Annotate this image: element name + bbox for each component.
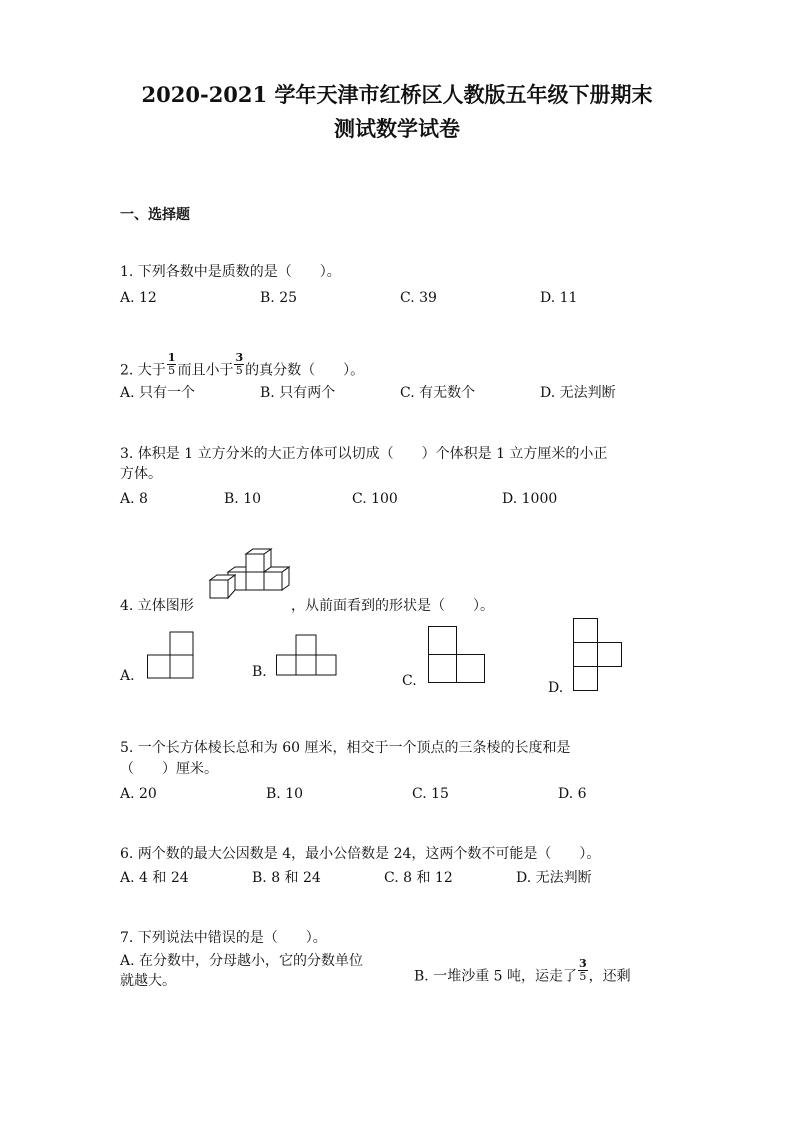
q2-stem-part-c: 的真分数（ ）。 [245, 362, 365, 379]
q6-option-c: C. 8 和 12 [384, 870, 453, 886]
q5-option-b: B. 10 [266, 786, 304, 802]
q4-option-c-label: C. [402, 673, 417, 689]
q3-option-d: D. 1000 [502, 491, 558, 507]
question-7-stem: 7. 下列说法中错误的是（ ）。 [120, 930, 327, 946]
q2-option-b: B. 只有两个 [260, 385, 336, 401]
q2-fraction-2 [234, 352, 244, 377]
q4-option-b-figure [276, 634, 338, 676]
q2-stem-part-a: 2. 大于 [120, 362, 166, 379]
question-4-stem-part-b: ，从前面看到的形状是（ ）。 [291, 598, 494, 614]
q3-option-b: B. 10 [224, 491, 262, 507]
question-3-stem-line-1: 3. 体积是 1 立方分米的大正方体可以切成（ ）个体积是 1 立方厘米的小正 [120, 446, 608, 462]
q5-option-a: A. 20 [120, 786, 157, 802]
question-2-stem [120, 351, 365, 383]
q7-option-b-part-b: ，还剩 [588, 968, 631, 985]
q1-option-c: C. 39 [400, 290, 437, 306]
q7-frac-numerator: 3 [579, 957, 587, 970]
q4-option-c-figure [428, 626, 486, 684]
q3-option-a: A. 8 [120, 491, 148, 507]
q4-solid-figure [208, 546, 292, 602]
question-6-stem: 6. 两个数的最大公因数是 4，最小公倍数是 24，这两个数不可能是（ ）。 [120, 846, 601, 862]
q2-option-a: A. 只有一个 [120, 385, 196, 401]
q2-frac1-numerator: 1 [167, 351, 176, 364]
q5-option-d: D. 6 [558, 786, 587, 802]
section-heading-choice: 一、选择题 [120, 207, 190, 223]
q7-option-b-part-a: B. 一堆沙重 5 吨，运走了 [414, 968, 577, 985]
q3-option-c: C. 100 [352, 491, 398, 507]
q2-frac2-numerator: 3 [235, 351, 244, 364]
page-title-line-1: 2020-2021 学年天津市红桥区人教版五年级下册期末 [141, 82, 653, 107]
q4-option-d-figure [573, 618, 623, 692]
q5-option-c: C. 15 [412, 786, 449, 802]
q2-frac1-denominator: 5 [168, 364, 176, 377]
q7-option-b [414, 957, 631, 989]
page-title-line-2: 测试数学试卷 [334, 116, 460, 141]
q7-frac-denominator: 5 [579, 970, 587, 983]
question-5-stem-line-2: （ ）厘米。 [120, 761, 218, 777]
q4-option-d-label: D. [548, 680, 564, 696]
q6-option-a: A. 4 和 24 [120, 870, 189, 886]
q2-fraction-1 [167, 352, 177, 377]
q7-option-b-fraction [578, 958, 588, 983]
q6-option-b: B. 8 和 24 [252, 870, 321, 886]
q4-option-b-label: B. [252, 664, 267, 680]
q6-option-d: D. 无法判断 [516, 870, 592, 886]
question-4-stem-part-a: 4. 立体图形 [120, 598, 194, 614]
q1-option-d: D. 11 [540, 290, 578, 306]
q1-option-a: A. 12 [120, 290, 157, 306]
question-5-stem-line-1: 5. 一个长方体棱长总和为 60 厘米，相交于一个顶点的三条棱的长度和是 [120, 740, 571, 756]
q2-option-d: D. 无法判断 [540, 385, 616, 401]
q2-option-c: C. 有无数个 [400, 385, 476, 401]
q2-stem-part-b: 而且小于 [177, 362, 234, 379]
question-3-stem-line-2: 方体。 [120, 466, 162, 482]
q4-option-a-label: A. [120, 668, 135, 684]
q7-option-a-line-2: 就越大。 [120, 973, 176, 989]
q4-option-a-figure [147, 631, 195, 679]
q7-option-a-line-1: A. 在分数中，分母越小，它的分数单位 [120, 953, 364, 969]
question-1-stem: 1. 下列各数中是质数的是（ ）。 [120, 264, 341, 280]
q2-frac2-denominator: 5 [235, 364, 243, 377]
q1-option-b: B. 25 [260, 290, 298, 306]
